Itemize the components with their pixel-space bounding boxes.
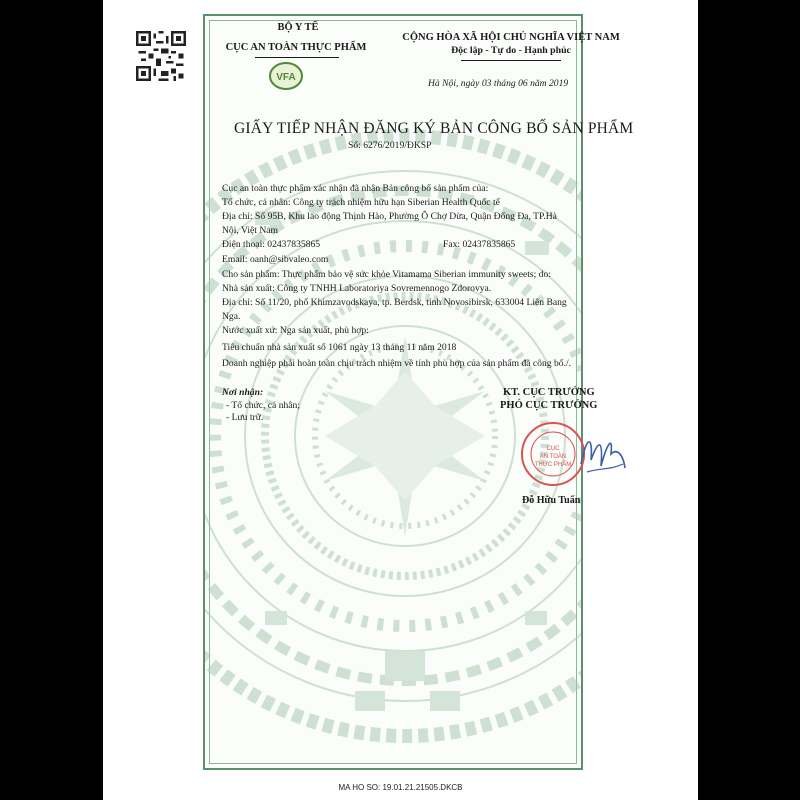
- origin: Nước xuất xứ: Nga sản xuất, phù hợp:: [222, 325, 369, 336]
- svg-text:VFA: VFA: [276, 72, 296, 83]
- vfa-logo-icon: [268, 61, 304, 91]
- recipient-item: - Tổ chức, cá nhân;: [226, 400, 301, 411]
- qr-code: [134, 31, 188, 81]
- issue-date: Hà Nội, ngày 03 tháng 06 năm 2019: [428, 78, 569, 89]
- ministry-name: BỘ Y TẾ: [277, 22, 319, 33]
- svg-text:AN TOÀN: AN TOÀN: [539, 454, 567, 460]
- manufacturer-address-1: Địa chỉ: Số 11/20, phố Khimzavodskaya, tp. Berdsk, tỉnh Novosibirsk, 633004 Liên Bang: [222, 297, 567, 308]
- dossier-code: MA HO SO: 19.01.21.21505.DKCB: [338, 783, 463, 792]
- recipients-label: Nơi nhận:: [222, 387, 264, 398]
- signer-role-2: PHÓ CỤC TRƯỞNG: [500, 400, 598, 411]
- phone: Điện thoại: 02437835865: [222, 239, 321, 250]
- product-line: Cho sản phẩm: Thực phẩm bảo vệ sức khỏe Vitamama Siberian immunity sweets; do:: [222, 269, 551, 280]
- document-number: Số: 6276/2019/ĐKSP: [348, 140, 432, 151]
- organization: Tổ chức, cá nhân: Công ty trách nhiệm hữu hạn Siberian Health Quốc tế: [222, 197, 500, 208]
- address-line-2: Nội, Việt Nam: [222, 225, 279, 236]
- signature-icon: [573, 424, 633, 484]
- national-motto: Độc lập - Tự do - Hạnh phúc: [451, 45, 571, 56]
- manufacturer-address-2: Nga.: [222, 311, 241, 322]
- svg-text:CỤC: CỤC: [546, 446, 560, 452]
- responsibility: Doanh nghiệp phải hoàn toàn chịu trách nhiệm về tính phù hợp của sản phẩm đã công bố./.: [222, 358, 572, 369]
- signer-name: Đỗ Hữu Tuấn: [522, 495, 581, 506]
- standard: Tiêu chuẩn nhà sản xuất số 1061 ngày 13 tháng 11 năm 2018: [222, 342, 457, 353]
- intro-line: Cục an toàn thực phẩm xác nhận đã nhận Bản công bố sản phẩm của:: [222, 183, 489, 194]
- agency-name: CỤC AN TOÀN THỰC PHẨM: [225, 42, 367, 53]
- address-line-1: Địa chỉ: Số 95B, Khu lao động Thịnh Hào, Phường Ô Chợ Dừa, Quận Đống Đa, TP.Hà: [222, 211, 557, 222]
- document-page: [103, 0, 698, 800]
- recipient-item: - Lưu trữ.: [226, 412, 264, 423]
- email: Email: oanh@sibvaleo.com: [222, 254, 329, 265]
- fax: Fax: 02437835865: [443, 239, 516, 250]
- manufacturer: Nhà sản xuất: Công ty TNHH Laboratoriya Sovremennogo Zdorovya.: [222, 283, 492, 294]
- svg-text:THỰC PHẨM: THỰC PHẨM: [534, 462, 572, 468]
- signer-role-1: KT. CỤC TRƯỞNG: [503, 387, 595, 398]
- country-name: CỘNG HÒA XÃ HỘI CHỦ NGHĨA VIỆT NAM: [402, 32, 620, 43]
- document-title: GIẤY TIẾP NHẬN ĐĂNG KÝ BẢN CÔNG BỐ SẢN PHẨM: [234, 120, 634, 137]
